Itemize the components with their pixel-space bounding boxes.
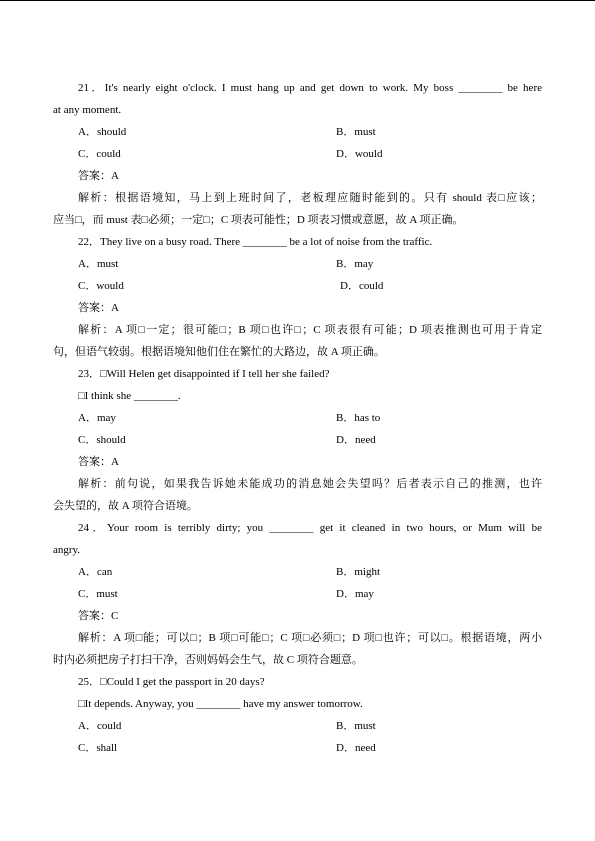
options-row <box>53 275 542 297</box>
option-b: B．must <box>336 126 376 138</box>
option-c: C．should <box>78 434 126 446</box>
analysis-line: 会失望的，故 A 项符合语境。 <box>53 500 198 512</box>
answer-line: 答案：A <box>78 302 119 314</box>
options-row <box>53 715 542 737</box>
question-stem-line: at any moment. <box>53 104 122 116</box>
question-24 <box>53 517 542 671</box>
question-stem-line: 21．It's nearly eight o'clock. I must hang up and get down to work. My boss ________ be here <box>78 82 542 94</box>
question-25 <box>53 671 542 759</box>
question-23 <box>53 363 542 517</box>
question-stem-line: □It depends. Anyway, you ________ have my answer tomorrow. <box>78 698 363 710</box>
answer-line: 答案：C <box>78 610 119 622</box>
options-row <box>53 407 542 429</box>
options-row <box>53 429 542 451</box>
options-row <box>53 737 542 759</box>
question-stem-line: 22．They live on a busy road. There ________ be a lot of noise from the traffic. <box>78 236 433 248</box>
option-d: D．need <box>336 742 376 754</box>
option-a: A．must <box>78 258 119 270</box>
option-d: D．could <box>340 280 384 292</box>
exercise-page <box>53 77 542 759</box>
question-stem-line: □I think she ________. <box>78 390 181 402</box>
analysis-line: 句，但语气较弱。根据语境知他们住在繁忙的大路边，故 A 项正确。 <box>53 346 385 358</box>
analysis-line: 解析：前句说，如果我告诉她未能成功的消息她会失望吗？后者表示自己的推测，也许 <box>78 478 542 490</box>
options-row <box>53 253 542 275</box>
question-stem-line: 23．□Will Helen get disappointed if I tell her she failed? <box>78 368 330 380</box>
analysis-line: 时内必须把房子打扫干净，否则妈妈会生气，故 C 项符合题意。 <box>53 654 363 666</box>
option-d: D．would <box>336 148 383 160</box>
analysis-line: 应当□，而 must 表□必须；一定□；C 项表可能性；D 项表习惯或意愿，故 A 项正确。 <box>53 214 464 226</box>
option-a: A．could <box>78 720 122 732</box>
option-b: B．might <box>336 566 381 578</box>
analysis-line: 解析：A 项□能；可以□；B 项□可能□；C 项□必须□；D 项□也许；可以□。根据语境，两小 <box>78 632 542 644</box>
option-a: A．can <box>78 566 113 578</box>
options-row <box>53 583 542 605</box>
page-top-border <box>0 0 595 1</box>
answer-line: 答案：A <box>78 170 119 182</box>
option-c: C．must <box>78 588 118 600</box>
answer-line: 答案：A <box>78 456 119 468</box>
option-a: A．should <box>78 126 127 138</box>
question-22 <box>53 231 542 363</box>
options-row <box>53 121 542 143</box>
option-c: C．could <box>78 148 121 160</box>
analysis-line: 解析：A 项□一定；很可能□；B 项□也许□；C 项表很有可能；D 项表推测也可用于肯定 <box>78 324 542 336</box>
option-a: A．may <box>78 412 116 424</box>
option-c: C．would <box>78 280 124 292</box>
option-b: B．may <box>336 258 374 270</box>
option-c: C．shall <box>78 742 118 754</box>
analysis-line: 解析：根据语境知，马上到上班时间了，老板理应随时能到的。只有 should 表□应该； <box>78 192 542 204</box>
option-d: D．may <box>336 588 374 600</box>
question-stem-line: 24．Your room is terribly dirty; you ________ get it cleaned in two hours, or Mum will be <box>78 522 542 534</box>
question-stem-line: 25．□Could I get the passport in 20 days? <box>78 676 265 688</box>
option-b: B．must <box>336 720 376 732</box>
options-row <box>53 561 542 583</box>
options-row <box>53 143 542 165</box>
option-d: D．need <box>336 434 376 446</box>
question-stem-line: angry. <box>53 544 81 556</box>
question-21 <box>53 77 542 231</box>
option-b: B．has to <box>336 412 381 424</box>
